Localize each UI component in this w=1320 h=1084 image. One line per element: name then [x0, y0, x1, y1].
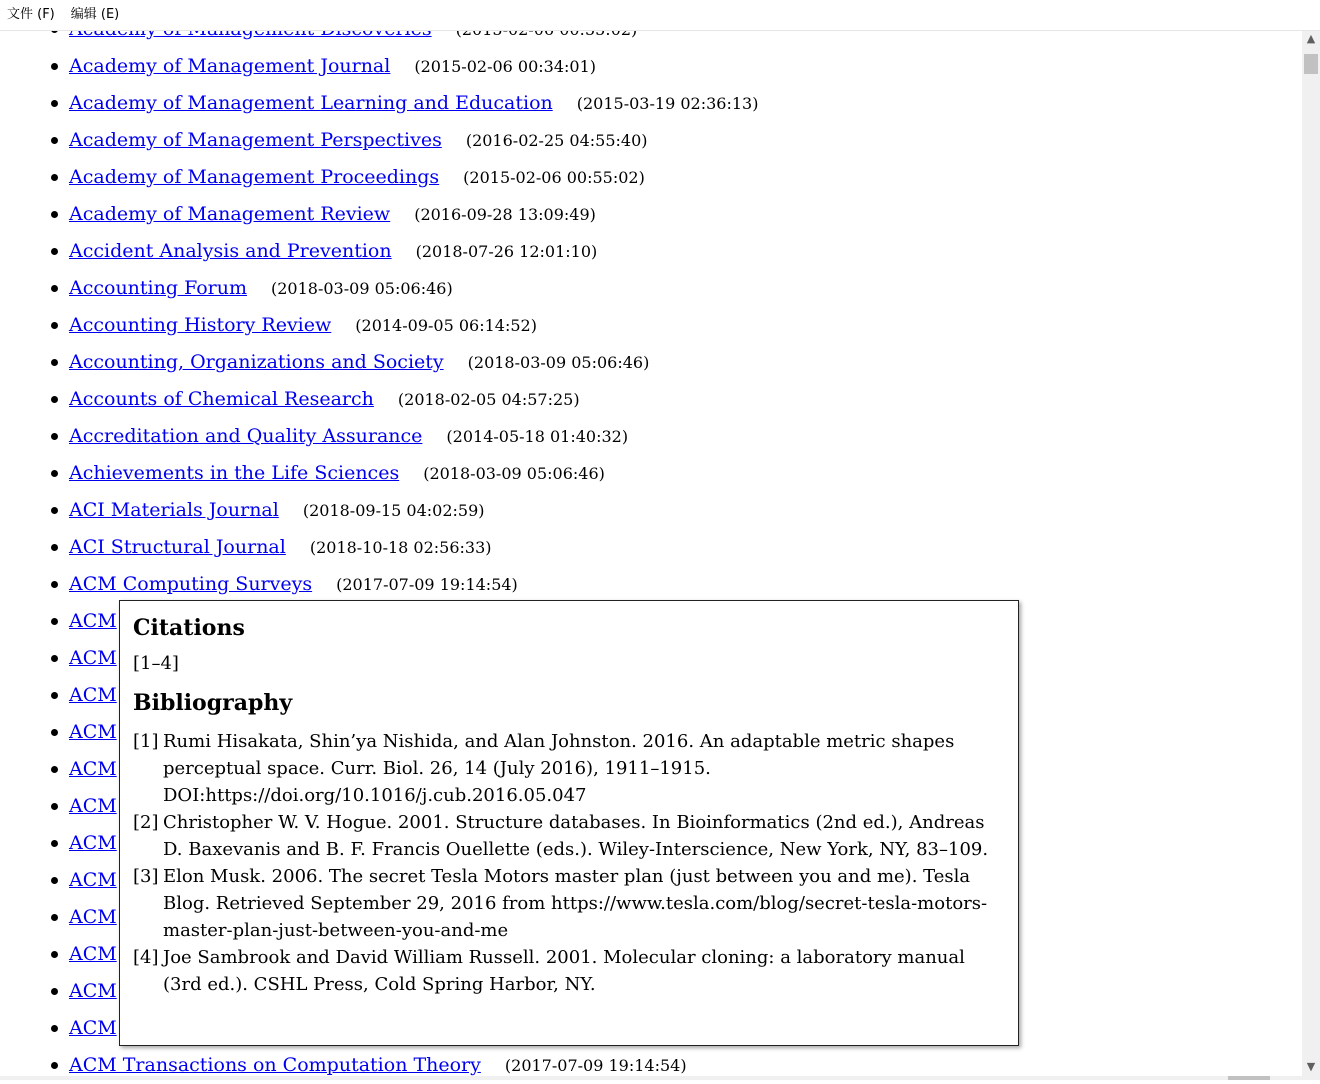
journal-link[interactable]: Accident Analysis and Prevention [69, 240, 392, 262]
bib-number: [3] [133, 866, 159, 887]
journal-item [0, 418, 758, 455]
bibliography-list [133, 728, 1006, 998]
journal-link[interactable]: ACM [69, 721, 117, 743]
bullet-icon [51, 137, 58, 144]
journal-link[interactable]: ACM [69, 980, 117, 1002]
horizontal-scrollbar-thumb[interactable] [1228, 1076, 1270, 1080]
bib-text: Elon Musk. 2006. The secret Tesla Motors master plan (just between you and me). Tesla Blog. Retrieved September 29, 2016 from https://www.tesla.com/blog/secret-tesla-motors-master-plan-just-between-you-and-me [163, 866, 988, 941]
journal-link[interactable]: ACM Computing Surveys [69, 573, 313, 595]
bib-number: [4] [133, 947, 159, 968]
bibliography-heading: Bibliography [133, 690, 293, 716]
menu-bar [0, 0, 1320, 31]
journal-link[interactable]: ACM [69, 684, 117, 706]
bullet-icon [51, 396, 58, 403]
journal-link[interactable]: ACM [69, 795, 117, 817]
journal-timestamp: (2018-03-09 05:06:46) [423, 464, 605, 483]
bullet-icon [51, 988, 58, 995]
journal-link[interactable]: ACM [69, 943, 117, 965]
journal-item [0, 307, 758, 344]
journal-item [0, 455, 758, 492]
bullet-icon [51, 618, 58, 625]
journal-link[interactable]: Accounting Forum [69, 277, 247, 299]
journal-item [0, 85, 758, 122]
bullet-icon [51, 1062, 58, 1069]
journal-timestamp: (2018-07-26 12:01:10) [415, 242, 598, 261]
journal-link[interactable]: Academy of Management Journal [69, 55, 391, 77]
bullet-icon [51, 211, 58, 218]
bullet-icon [51, 470, 58, 477]
journal-timestamp: (2014-09-05 06:14:52) [355, 316, 537, 335]
bullet-icon [51, 359, 58, 366]
journal-item [0, 233, 758, 270]
bullet-icon [51, 507, 58, 514]
bullet-icon [51, 914, 58, 921]
bullet-icon [51, 174, 58, 181]
journal-item [0, 270, 758, 307]
journal-link[interactable]: ACM [69, 906, 117, 928]
journal-timestamp: (2016-09-28 13:09:49) [414, 205, 596, 224]
bib-entry [133, 728, 1006, 809]
menu-edit[interactable]: 编辑 (E) [70, 7, 120, 22]
journal-timestamp: (2018-10-18 02:56:33) [309, 538, 492, 557]
bullet-icon [51, 433, 58, 440]
journal-link[interactable]: ACI Materials Journal [69, 499, 279, 521]
journal-link[interactable]: Academy of Management Proceedings [69, 166, 440, 188]
citations-text: [1–4] [133, 653, 179, 674]
bib-entry [133, 944, 1006, 998]
journal-link[interactable]: ACM [69, 610, 117, 632]
bullet-icon [51, 1025, 58, 1032]
journal-timestamp: (2015-03-19 02:36:13) [576, 94, 759, 113]
bullet-icon [51, 803, 58, 810]
journal-item [0, 492, 758, 529]
journal-link[interactable]: ACI Structural Journal [69, 536, 286, 558]
bullet-icon [51, 63, 58, 70]
journal-item [0, 344, 758, 381]
journal-item [0, 529, 758, 566]
journal-link[interactable]: Academy of Management Perspectives [69, 129, 442, 151]
chevron-up-icon[interactable]: ▲ [1306, 32, 1316, 45]
journal-timestamp: (2017-07-09 19:14:54) [336, 575, 518, 594]
journal-link[interactable]: Accounts of Chemical Research [69, 388, 374, 410]
bib-text: Christopher W. V. Hogue. 2001. Structure databases. In Bioinformatics (2nd ed.), Andreas D. Baxevanis and B. F. Francis Ouellette (eds.). Wiley-Interscience, New York, NY, 83–109. [163, 812, 989, 860]
bullet-icon [51, 877, 58, 884]
journal-timestamp: (2016-02-25 04:55:40) [465, 131, 648, 150]
citation-popup [119, 600, 1019, 1046]
journal-item [0, 566, 758, 603]
bullet-icon [51, 951, 58, 958]
journal-timestamp: (2018-03-09 05:06:46) [271, 279, 453, 298]
journal-timestamp: (2015-02-06 00:34:01) [414, 57, 597, 76]
bullet-icon [51, 840, 58, 847]
journal-link[interactable]: Accounting History Review [69, 314, 332, 336]
journal-timestamp: (2014-05-18 01:40:32) [446, 427, 629, 446]
journal-link[interactable]: Academy of Management Learning and Education [69, 92, 553, 114]
journal-item [0, 159, 758, 196]
horizontal-scrollbar[interactable] [0, 1076, 1320, 1080]
menu-file[interactable]: 文件 (F) [7, 7, 55, 22]
bullet-icon [51, 692, 58, 699]
bullet-icon [51, 248, 58, 255]
journal-timestamp: (2017-07-09 19:14:54) [504, 1056, 687, 1075]
scrollbar-thumb[interactable] [1304, 54, 1318, 74]
journal-link[interactable]: ACM [69, 1017, 117, 1039]
bullet-icon [51, 729, 58, 736]
citations-heading: Citations [133, 615, 245, 641]
bullet-icon [51, 100, 58, 107]
bullet-icon [51, 581, 58, 588]
bib-entry [133, 809, 1006, 863]
journal-item [0, 196, 758, 233]
journal-link[interactable]: ACM [69, 758, 117, 780]
bullet-icon [51, 285, 58, 292]
journal-item [0, 48, 758, 85]
journal-link[interactable]: Accreditation and Quality Assurance [69, 425, 423, 447]
journal-timestamp: (2018-03-09 05:06:46) [467, 353, 650, 372]
journal-timestamp: (2015-02-06 00:55:02) [463, 168, 645, 187]
journal-item [0, 122, 758, 159]
journal-link[interactable]: ACM [69, 832, 117, 854]
chevron-down-icon[interactable]: ▼ [1306, 1060, 1316, 1073]
journal-link[interactable]: ACM [69, 869, 117, 891]
bib-entry [133, 863, 1006, 944]
bib-number: [2] [133, 812, 159, 833]
bullet-icon [51, 544, 58, 551]
journal-link[interactable]: Accounting, Organizations and Society [69, 351, 444, 373]
bib-number: [1] [133, 731, 159, 752]
journal-link[interactable]: ACM Transactions on Computation Theory [69, 1054, 481, 1076]
bib-text: Rumi Hisakata, Shin’ya Nishida, and Alan Johnston. 2016. An adaptable metric shapes perceptual space. Curr. Biol. 26, 14 (July 2016), 1911–1915. DOI:https://doi.org/10.1016/j.cub.2016.05.047 [163, 731, 955, 806]
bib-text: Joe Sambrook and David William Russell. 2001. Molecular cloning: a laboratory manual (3rd ed.). CSHL Press, Cold Spring Harbor, NY. [163, 947, 965, 995]
vertical-scrollbar[interactable] [1302, 30, 1320, 1076]
journal-timestamp: (2018-02-05 04:57:25) [397, 390, 580, 409]
journal-timestamp: (2018-09-15 04:02:59) [302, 501, 485, 520]
journal-item [0, 381, 758, 418]
journal-link[interactable]: ACM [69, 647, 117, 669]
bullet-icon [51, 322, 58, 329]
journal-link[interactable]: Achievements in the Life Sciences [69, 462, 400, 484]
bullet-icon [51, 766, 58, 773]
journal-link[interactable]: Academy of Management Review [69, 203, 391, 225]
bullet-icon [51, 655, 58, 662]
